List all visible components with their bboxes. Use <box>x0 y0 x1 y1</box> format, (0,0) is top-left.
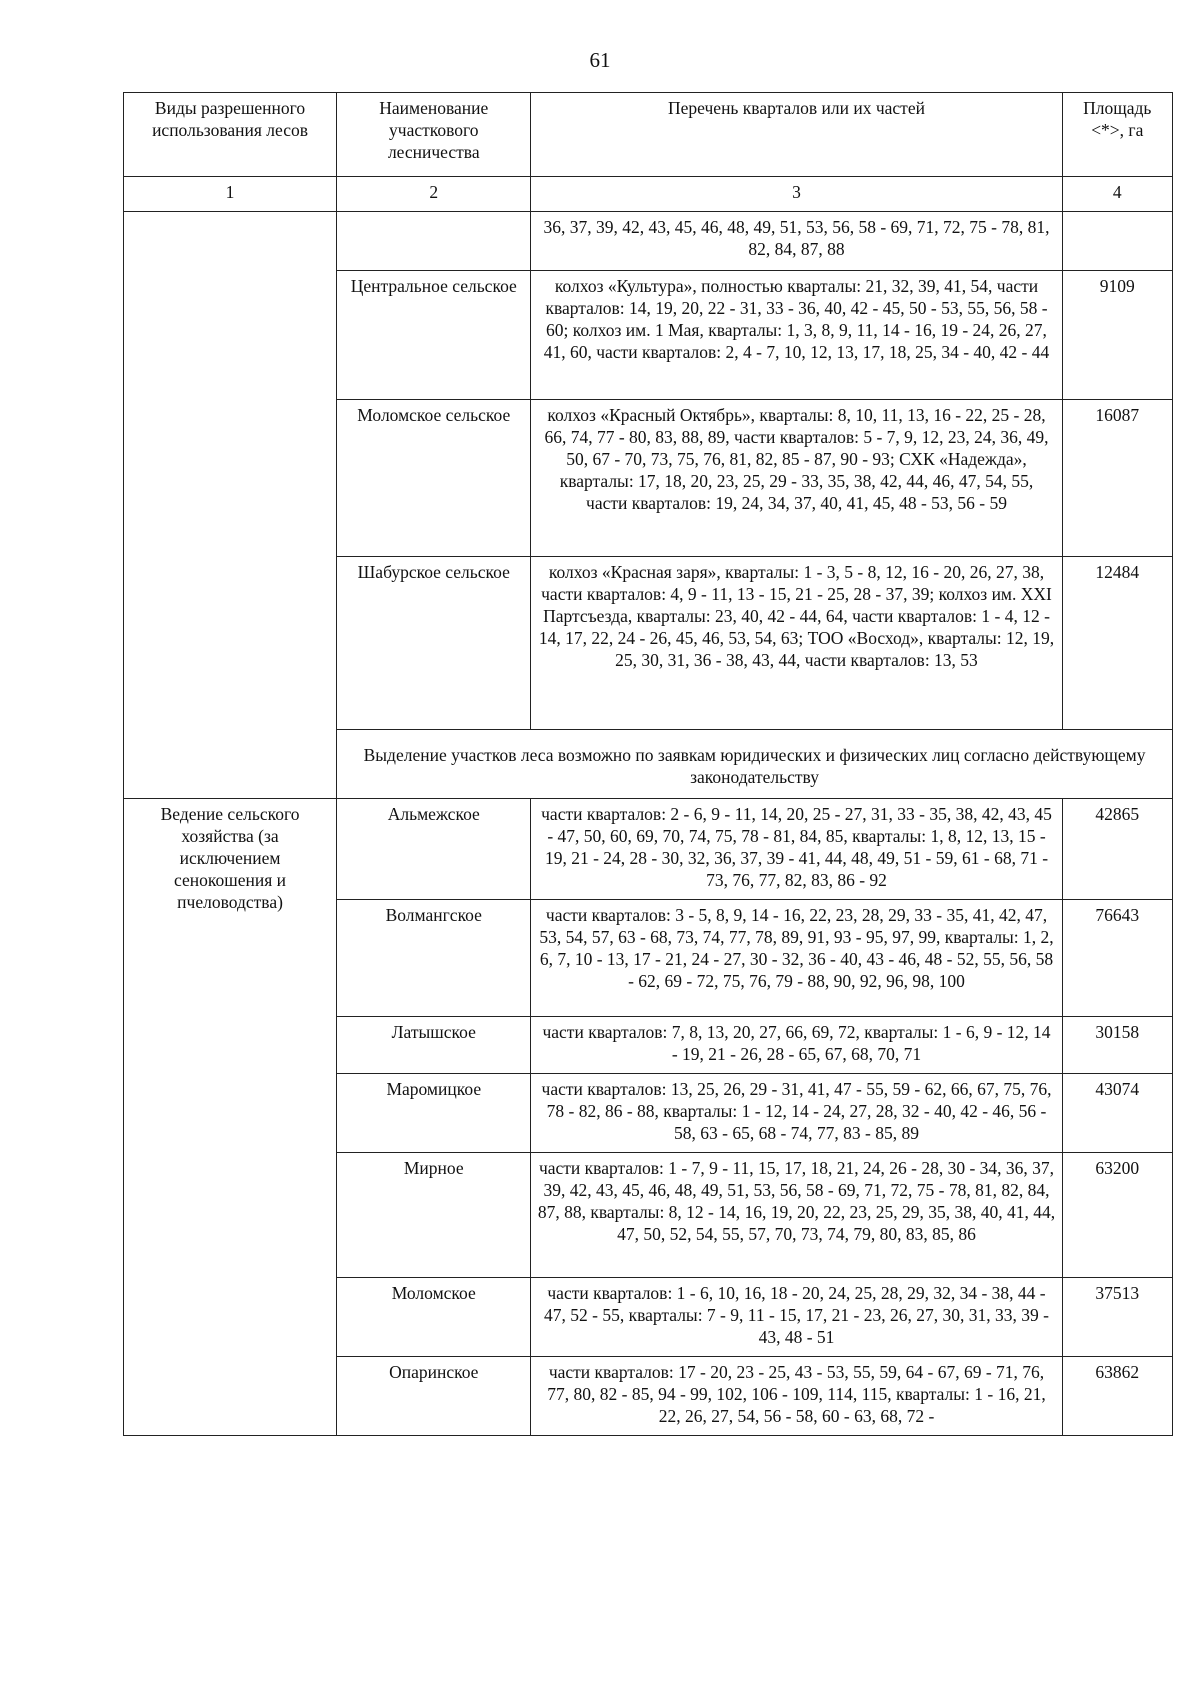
header-area: Площадь <*>, га <box>1062 93 1172 177</box>
area-cell: 30158 <box>1062 1017 1172 1074</box>
header-use-type: Виды разрешенного использования лесов <box>124 93 337 177</box>
forestry-cell: Волмангское <box>337 900 531 1017</box>
quarters-cell: колхоз «Красная заря», кварталы: 1 - 3, 5 - 8, 12, 16 - 20, 26, 27, 38, части кварталов: 4, 9 - 11, 13 - 15, 21 - 25, 28 - 37, 39; колхоз им. XXI Партсъезда, кварталы: 23, 40, 42 - 44, 64, части кварталов: 1 - 4, 12 - 14, 17, 22, 24 - 26, 45, 46, 53, 54, 63; ТОО «Восход», кварталы: 12, 19, 25, 30, 31, 36 - 38, 43, 44, части кварталов: 13, 53 <box>531 557 1062 730</box>
allocation-note: Выделение участков леса возможно по заявкам юридических и физических лиц согласно действующему законодательству <box>337 730 1173 799</box>
forestry-cell: Маромицкое <box>337 1074 531 1153</box>
quarters-cell: части кварталов: 17 - 20, 23 - 25, 43 - 53, 55, 59, 64 - 67, 69 - 71, 76, 77, 80, 82 - 85, 94 - 99, 102, 106 - 109, 114, 115, кварталы: 1 - 16, 21, 22, 26, 27, 54, 56 - 58, 60 - 63, 68, 72 - <box>531 1357 1062 1436</box>
column-number: 4 <box>1062 177 1172 212</box>
page-number: 61 <box>589 48 611 72</box>
column-number-row <box>124 177 1173 212</box>
forestry-cell: Моломское <box>337 1278 531 1357</box>
forestry-cell: Опаринское <box>337 1357 531 1436</box>
table-header-row <box>124 93 1173 177</box>
quarters-cell: части кварталов: 2 - 6, 9 - 11, 14, 20, 25 - 27, 31, 33 - 35, 38, 42, 43, 45 - 47, 50, 60, 69, 70, 74, 75, 78 - 81, 84, 85, кварталы: 1, 8, 12, 13, 15 - 19, 21 - 24, 28 - 30, 32, 36, 37, 39 - 41, 44, 48, 49, 51 - 59, 61 - 68, 71 - 73, 76, 77, 82, 83, 86 - 92 <box>531 799 1062 900</box>
area-cell <box>1062 212 1172 271</box>
header-forestry: Наименование участкового лесничества <box>337 93 531 177</box>
quarters-cell: части кварталов: 7, 8, 13, 20, 27, 66, 69, 72, кварталы: 1 - 6, 9 - 12, 14 - 19, 21 - 26, 28 - 65, 67, 68, 70, 71 <box>531 1017 1062 1074</box>
forestry-cell: Шабурское сельское <box>337 557 531 730</box>
area-cell: 37513 <box>1062 1278 1172 1357</box>
quarters-cell: колхоз «Красный Октябрь», кварталы: 8, 10, 11, 13, 16 - 22, 25 - 28, 66, 74, 77 - 80, 83, 88, 89, части кварталов: 5 - 7, 9, 12, 23, 24, 36, 49, 50, 67 - 70, 73, 75, 76, 81, 82, 85 - 87, 90 - 93; СХК «Надежда», кварталы: 17, 18, 20, 23, 25, 29 - 33, 35, 38, 42, 44, 46, 47, 54, 55, части кварталов: 19, 24, 34, 37, 40, 41, 45, 48 - 53, 56 - 59 <box>531 400 1062 557</box>
forestry-cell: Центральное сельское <box>337 271 531 400</box>
area-cell: 9109 <box>1062 271 1172 400</box>
forestry-cell: Альмежское <box>337 799 531 900</box>
area-cell: 42865 <box>1062 799 1172 900</box>
quarters-cell: части кварталов: 1 - 6, 10, 16, 18 - 20, 24, 25, 28, 29, 32, 34 - 38, 44 - 47, 52 - 55, кварталы: 7 - 9, 11 - 15, 17, 21 - 23, 26, 27, 30, 31, 33, 39 - 43, 48 - 51 <box>531 1278 1062 1357</box>
area-cell: 43074 <box>1062 1074 1172 1153</box>
quarters-cell: части кварталов: 13, 25, 26, 29 - 31, 41, 47 - 55, 59 - 62, 66, 67, 75, 76, 78 - 82, 86 - 88, кварталы: 1 - 12, 14 - 24, 27, 28, 32 - 40, 42 - 46, 56 - 58, 63 - 65, 68 - 74, 77, 83 - 85, 89 <box>531 1074 1062 1153</box>
quarters-cell: части кварталов: 3 - 5, 8, 9, 14 - 16, 22, 23, 28, 29, 33 - 35, 41, 42, 47, 53, 54, 57, 63 - 68, 73, 74, 77, 78, 89, 91, 93 - 95, 97, 99, кварталы: 1, 2, 6, 7, 10 - 13, 17 - 21, 24 - 27, 30 - 32, 36 - 40, 43 - 46, 48 - 52, 55, 56, 58 - 62, 69 - 72, 75, 76, 79 - 88, 90, 92, 96, 98, 100 <box>531 900 1062 1017</box>
quarters-cell: части кварталов: 1 - 7, 9 - 11, 15, 17, 18, 21, 24, 26 - 28, 30 - 34, 36, 37, 39, 42, 43, 45, 46, 48, 49, 51, 53, 56, 58 - 69, 71, 72, 75 - 78, 81, 82, 84, 87, 88, кварталы: 8, 12 - 14, 16, 19, 20, 22, 23, 25, 29, 35, 38, 40, 41, 44, 47, 50, 52, 54, 55, 57, 70, 73, 74, 79, 80, 83, 85, 86 <box>531 1153 1062 1278</box>
forestry-cell: Латышское <box>337 1017 531 1074</box>
area-cell: 76643 <box>1062 900 1172 1017</box>
forestry-cell: Мирное <box>337 1153 531 1278</box>
use-type-cell-blank <box>124 212 337 799</box>
forestry-cell <box>337 212 531 271</box>
table-row <box>124 212 1173 271</box>
quarters-cell: колхоз «Культура», полностью кварталы: 21, 32, 39, 41, 54, части кварталов: 14, 19, 20, 22 - 31, 33 - 36, 40, 42 - 45, 50 - 53, 55, 56, 58 - 60; колхоз им. 1 Мая, кварталы: 1, 3, 8, 9, 11, 14 - 16, 19 - 24, 26, 27, 41, 60, части кварталов: 2, 4 - 7, 10, 12, 13, 17, 18, 25, 34 - 40, 42 - 44 <box>531 271 1062 400</box>
quarters-cell: 36, 37, 39, 42, 43, 45, 46, 48, 49, 51, 53, 56, 58 - 69, 71, 72, 75 - 78, 81, 82, 84, 87, 88 <box>531 212 1062 271</box>
column-number: 2 <box>337 177 531 212</box>
area-cell: 63200 <box>1062 1153 1172 1278</box>
use-type-cell: Ведение сельского хозяйства (за исключением сенокошения и пчеловодства) <box>124 799 337 1436</box>
column-number: 1 <box>124 177 337 212</box>
area-cell: 16087 <box>1062 400 1172 557</box>
forest-use-table <box>123 92 1173 1436</box>
forestry-cell: Моломское сельское <box>337 400 531 557</box>
area-cell: 12484 <box>1062 557 1172 730</box>
column-number: 3 <box>531 177 1062 212</box>
header-quarters: Перечень кварталов или их частей <box>531 93 1062 177</box>
table-row <box>124 799 1173 900</box>
area-cell: 63862 <box>1062 1357 1172 1436</box>
